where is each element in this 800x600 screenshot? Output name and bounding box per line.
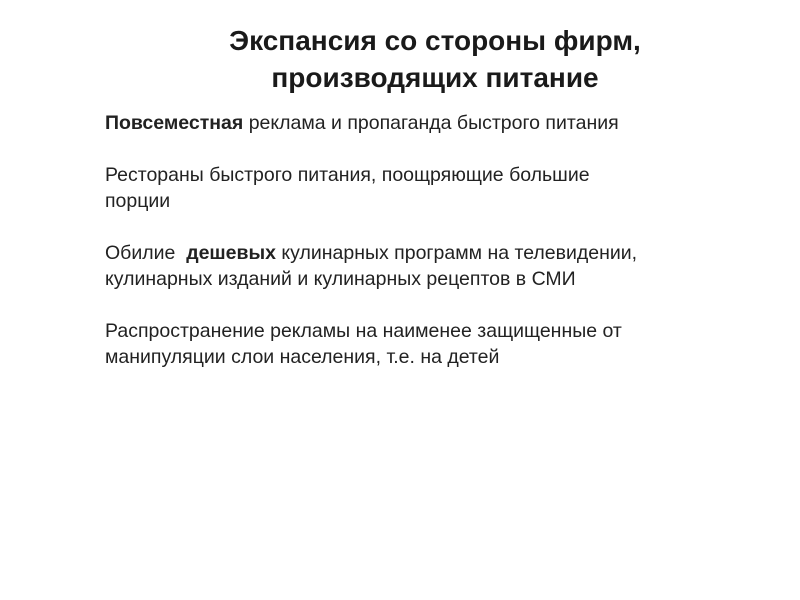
paragraph-text: реклама и пропаганда быстрого питания (243, 112, 619, 134)
title-line-1: Экспансия со стороны фирм, (229, 25, 641, 56)
paragraph-restaurants (105, 162, 785, 214)
slide-title (150, 22, 720, 96)
paragraph-line: кулинарных изданий и кулинарных рецептов в СМИ (105, 268, 576, 290)
paragraph-suffix: кулинарных программ на телевидении, (276, 242, 638, 264)
paragraph-prefix: Обилие (105, 242, 187, 264)
paragraph-line: Распространение рекламы на наименее защищенные от (105, 320, 622, 342)
slide-body (105, 110, 785, 396)
emphasis-cheap: дешевых (186, 242, 276, 264)
paragraph-cooking-programs (105, 240, 785, 292)
paragraph-line: порции (105, 190, 171, 212)
emphasis-everywhere: Повсеместная (105, 112, 244, 134)
paragraph-ad-promotion (105, 110, 785, 136)
paragraph-line: Рестораны быстрого питания, поощряющие большие (105, 164, 590, 186)
title-line-2: производящих питание (271, 62, 599, 93)
paragraph-vulnerable-groups (105, 318, 785, 370)
paragraph-line: манипуляции слои населения, т.е. на детей (105, 346, 500, 368)
